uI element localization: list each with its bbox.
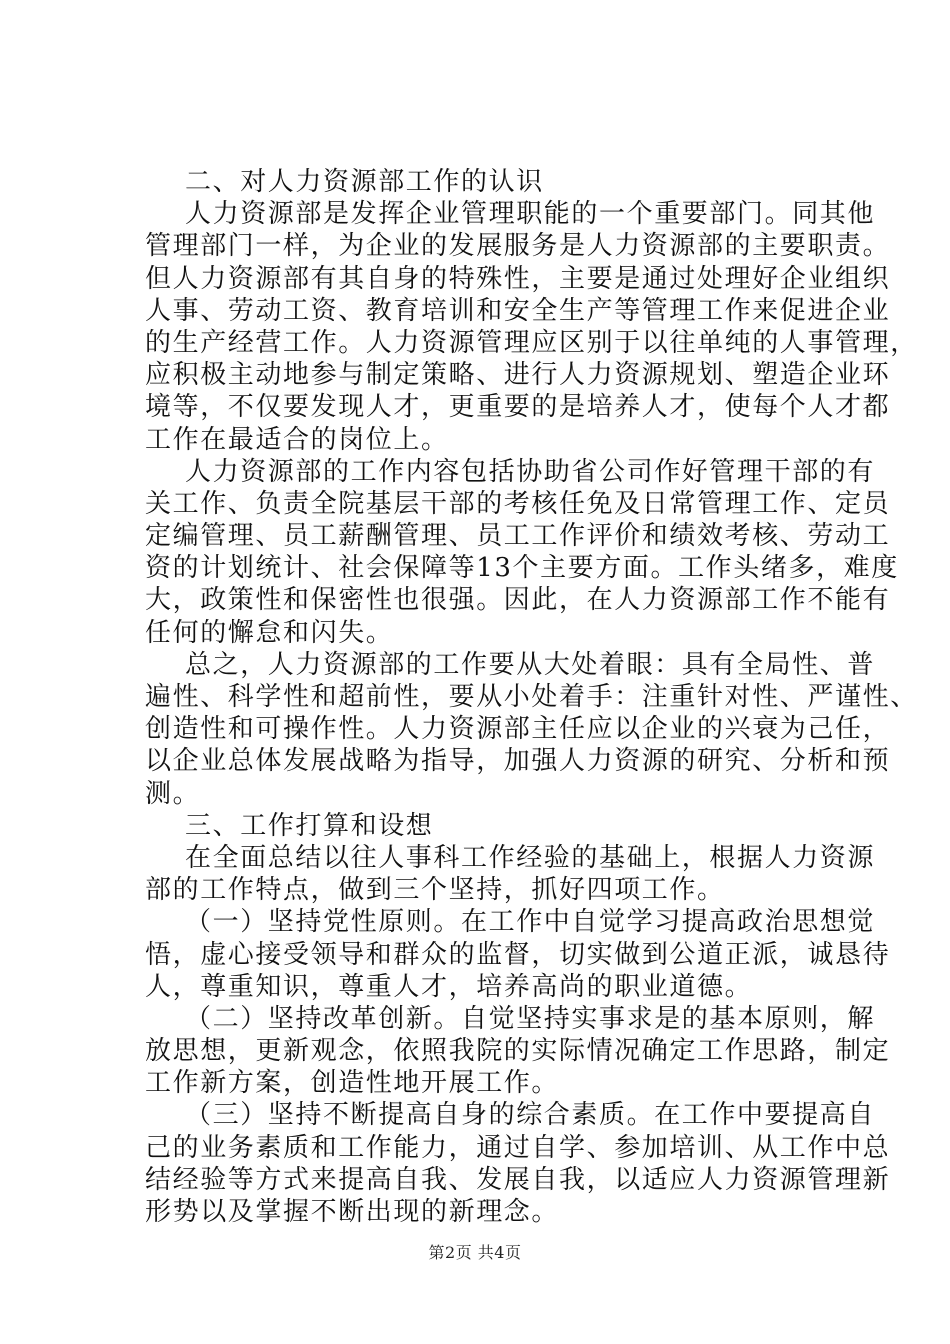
paragraph-line: 的生产经营工作。人力资源管理应区别于以往单纯的人事管理， bbox=[145, 327, 918, 358]
paragraph-line: 关工作、负责全院基层干部的考核任免及日常管理工作、定员 bbox=[145, 488, 891, 519]
paragraph-line: 部的工作特点，做到三个坚持，抓好四项工作。 bbox=[145, 875, 725, 906]
paragraph-line: 定编管理、员工薪酬管理、员工工作评价和绩效考核、劳动工 bbox=[145, 521, 891, 552]
paragraph-line: 放思想，更新观念，依照我院的实际情况确定工作思路，制定 bbox=[145, 1036, 891, 1067]
paragraph-line: （三）坚持不断提高自身的综合素质。在工作中要提高自 bbox=[185, 1100, 876, 1131]
paragraph-line: 悟，虚心接受领导和群众的监督，切实做到公道正派，诚恳待 bbox=[145, 939, 891, 970]
paragraph-line: 己的业务素质和工作能力，通过自学、参加培训、从工作中总 bbox=[145, 1132, 891, 1163]
paragraph-line: 人，尊重知识，尊重人才，培养高尚的职业道德。 bbox=[145, 971, 753, 1002]
paragraph-line: 大，政策性和保密性也很强。因此，在人力资源部工作不能有 bbox=[145, 585, 891, 616]
page-footer-number: 第2页 共4页 bbox=[428, 1243, 522, 1262]
paragraph-line: 管理部门一样，为企业的发展服务是人力资源部的主要职责。 bbox=[145, 231, 891, 262]
paragraph-line: 遍性、科学性和超前性，要从小处着手：注重针对性、严谨性、 bbox=[145, 682, 918, 712]
section-heading-2: 二、对人力资源部工作的认识 bbox=[185, 167, 544, 197]
document-body bbox=[145, 166, 918, 1228]
paragraph-line: 结经验等方式来提高自我、发展自我，以适应人力资源管理新 bbox=[145, 1164, 891, 1195]
paragraph-line: 在全面总结以往人事科工作经验的基础上，根据人力资源 bbox=[185, 842, 876, 873]
paragraph-line: 人力资源部的工作内容包括协助省公司作好管理干部的有 bbox=[185, 456, 876, 487]
paragraph-line: 人力资源部是发挥企业管理职能的一个重要部门。同其他 bbox=[185, 199, 876, 230]
section-heading-3: 三、工作打算和设想 bbox=[185, 810, 434, 841]
paragraph-line: （二）坚持改革创新。自觉坚持实事求是的基本原则，解 bbox=[185, 1003, 876, 1034]
paragraph-line: 以企业总体发展战略为指导，加强人力资源的研究、分析和预 bbox=[145, 746, 891, 777]
paragraph-line: 资的计划统计、社会保障等13个主要方面。工作头绪多，难度 bbox=[145, 553, 899, 584]
paragraph-line: 但人力资源部有其自身的特殊性，主要是通过处理好企业组织 bbox=[145, 263, 891, 294]
paragraph-line: 人事、劳动工资、教育培训和安全生产等管理工作来促进企业 bbox=[145, 295, 891, 326]
paragraph-line: 任何的懈怠和闪失。 bbox=[145, 617, 394, 648]
paragraph-line: 测。 bbox=[145, 778, 201, 809]
paragraph-line: 应积极主动地参与制定策略、进行人力资源规划、塑造企业环 bbox=[145, 360, 891, 391]
paragraph-line: 工作新方案，创造性地开展工作。 bbox=[145, 1068, 560, 1099]
paragraph-line: 境等，不仅要发现人才，更重要的是培养人才，使每个人才都 bbox=[145, 392, 891, 423]
paragraph-line: 形势以及掌握不断出现的新理念。 bbox=[145, 1197, 560, 1227]
paragraph-line: 创造性和可操作性。人力资源部主任应以企业的兴衰为己任， bbox=[145, 714, 891, 745]
paragraph-line: （一）坚持党性原则。在工作中自觉学习提高政治思想觉 bbox=[185, 907, 876, 938]
paragraph-line: 总之，人力资源部的工作要从大处着眼：具有全局性、普 bbox=[185, 649, 876, 680]
paragraph-line: 工作在最适合的岗位上。 bbox=[145, 424, 449, 455]
